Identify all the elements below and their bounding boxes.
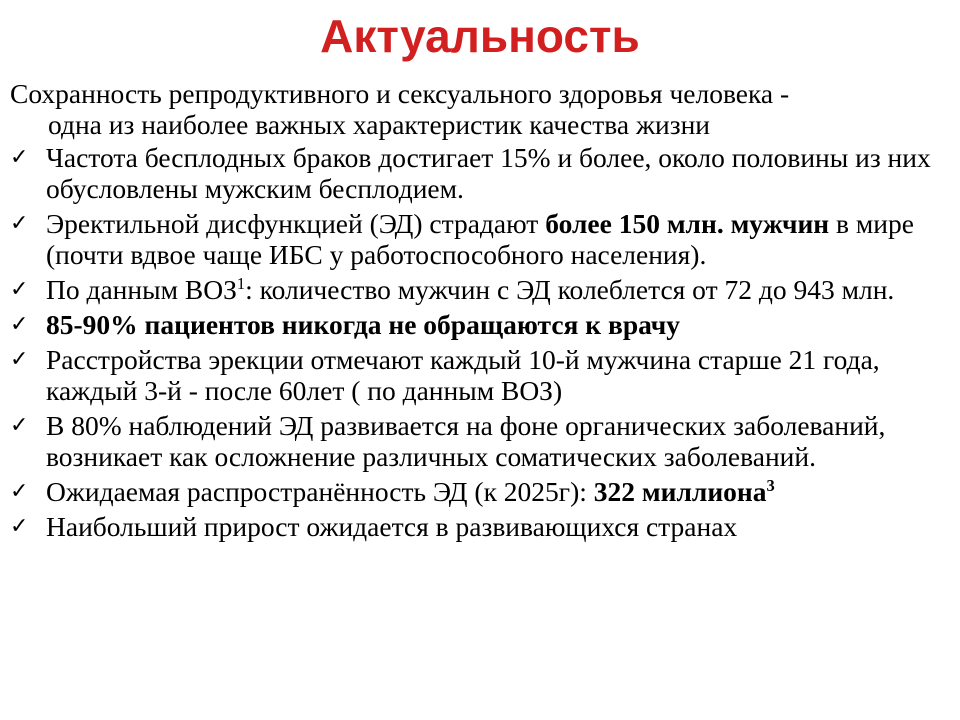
check-mark-icon: ✓ xyxy=(10,413,29,438)
check-mark-icon: ✓ xyxy=(10,347,29,372)
bullet-bold-text: 85-90% пациентов никогда не обращаются к врачу xyxy=(46,309,681,340)
intro-line-2: одна из наиболее важных характеристик качества жизни xyxy=(48,109,711,140)
bullet-item xyxy=(10,476,945,507)
footnote-marker: 1 xyxy=(236,273,246,293)
check-mark-icon: ✓ xyxy=(10,514,29,539)
bullet-text xyxy=(46,274,945,305)
bullet-text: Наибольший прирост ожидается в развивающихся странах xyxy=(46,511,738,542)
check-mark-icon: ✓ xyxy=(10,277,29,302)
bullet-text: Частота бесплодных браков достигает 15% и более, около половины из них обусловлены мужским бесплодием. xyxy=(46,142,931,204)
bullet-text-part: в мире (почти вдвое чаще ИБС у работоспособного населения). xyxy=(46,208,914,270)
bullet-item xyxy=(10,309,945,340)
bullet-text: Расстройства эрекции отмечают каждый 10-й мужчина старше 21 года, каждый 3-й - после 60лет ( по данным ВОЗ) xyxy=(46,344,880,406)
bullet-text xyxy=(46,476,945,507)
bullet-text xyxy=(46,208,945,270)
bullet-item xyxy=(10,344,945,406)
footnote-marker: 3 xyxy=(766,475,775,495)
check-mark-icon: ✓ xyxy=(10,312,29,337)
bullet-list xyxy=(10,142,945,546)
check-mark-icon: ✓ xyxy=(10,145,29,170)
check-mark-icon: ✓ xyxy=(10,211,29,236)
bullet-text-part: : количество мужчин с ЭД колеблется от 72 до 943 млн. xyxy=(245,274,895,305)
bullet-item xyxy=(10,410,945,472)
intro-paragraph xyxy=(10,78,940,140)
bullet-item xyxy=(10,208,945,270)
bullet-item xyxy=(10,274,945,305)
bullet-text: В 80% наблюдений ЭД развивается на фоне органических заболеваний, возникает как осложнение различных соматических заболеваний. xyxy=(46,410,886,472)
bullet-item xyxy=(10,142,945,204)
intro-line-1: Сохранность репродуктивного и сексуального здоровья человека - xyxy=(10,78,790,109)
bullet-text-part: Ожидаемая распространённость ЭД (к 2025г): xyxy=(46,476,594,507)
bullet-bold-text: более 150 млн. мужчин xyxy=(545,208,830,239)
bullet-text-part: По данным ВОЗ xyxy=(46,274,237,305)
bullet-text-part: Эректильной дисфункцией (ЭД) страдают xyxy=(46,208,546,239)
check-mark-icon: ✓ xyxy=(10,479,29,504)
bullet-bold-text: 322 миллиона xyxy=(593,476,767,507)
bullet-item xyxy=(10,511,945,542)
slide-title: Актуальность xyxy=(320,10,640,62)
